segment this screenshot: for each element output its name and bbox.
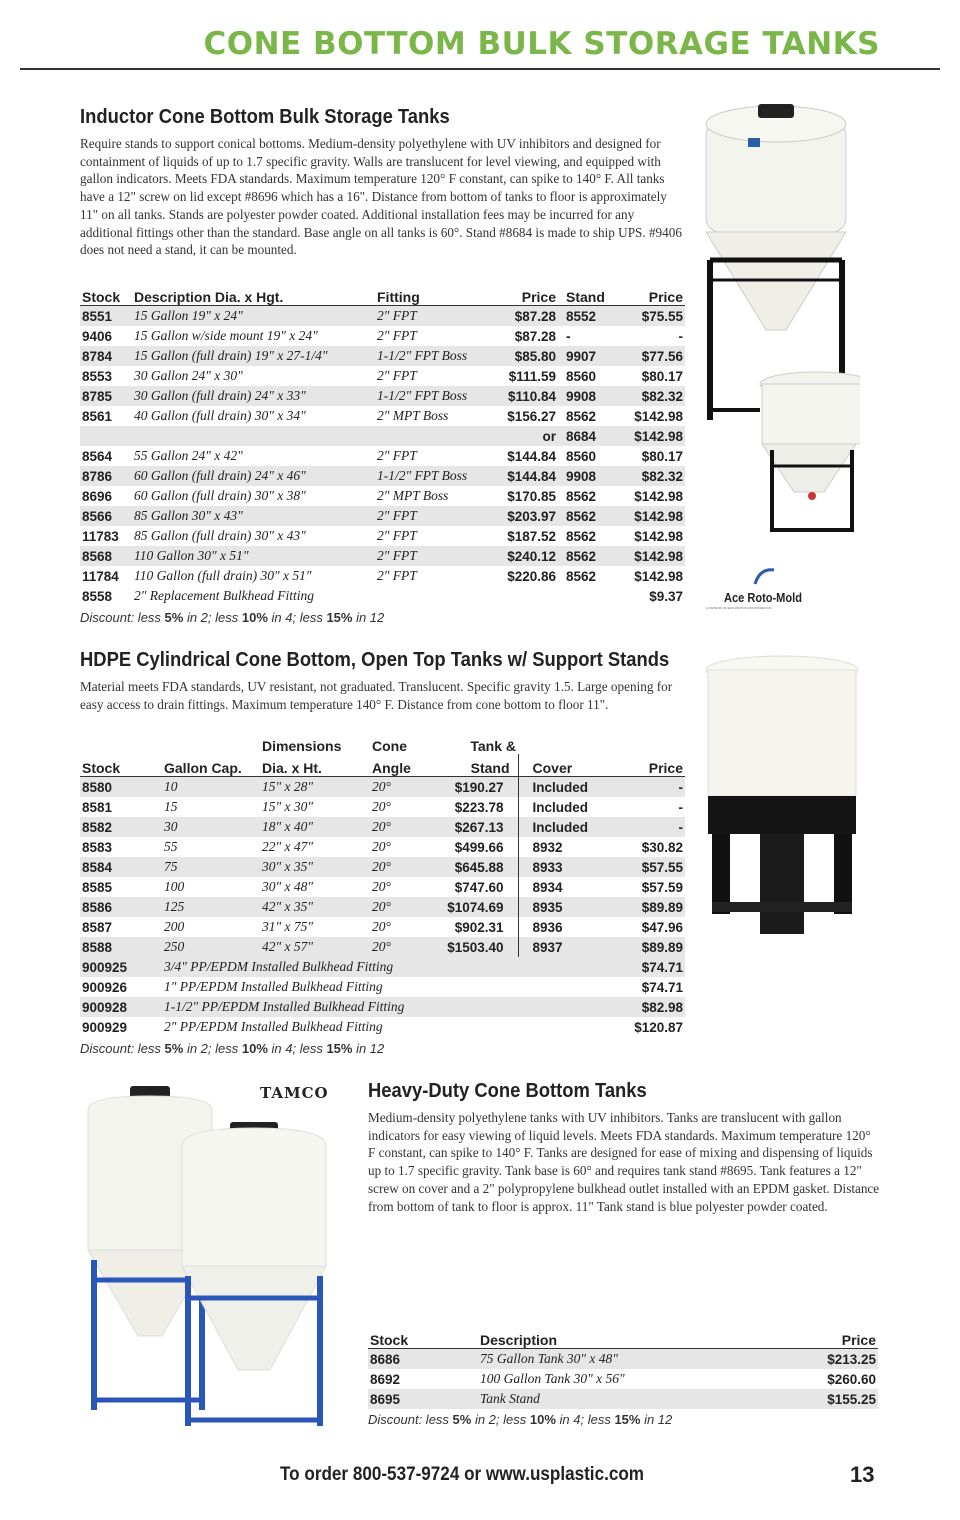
dimensions-cell: 42" x 35" — [260, 897, 370, 917]
col-header-description: Description — [478, 1326, 778, 1349]
col-header-description: Description Dia. x Hgt. — [132, 283, 375, 306]
col-header-stock: Stock — [368, 1326, 478, 1349]
col-header-fitting: Fitting — [375, 283, 488, 306]
cover-price-cell: - — [606, 817, 685, 837]
col-header-cover: Cover — [518, 754, 606, 777]
angle-cell: 20° — [370, 777, 440, 798]
tank-price-cell: $902.31 — [440, 917, 518, 937]
stand-cell: 8562 — [566, 488, 597, 504]
angle-cell: 20° — [370, 817, 440, 837]
table-row — [80, 406, 685, 426]
col-header-stand: Stand — [558, 283, 618, 306]
stock-cell: 8587 — [82, 919, 113, 935]
fitting-row — [80, 977, 685, 997]
stand-cell: 8562 — [558, 546, 618, 566]
cover-cell: Included — [518, 817, 606, 837]
description-cell: 15 Gallon 19" x 24" — [132, 306, 375, 327]
stand-price-cell: $80.17 — [641, 448, 683, 464]
description-cell: 100 Gallon Tank 30" x 56" — [480, 1371, 625, 1386]
col-header-gallon: Gallon Cap. — [162, 754, 260, 777]
section3-title: Heavy-Duty Cone Bottom Tanks — [368, 1080, 647, 1102]
price-cell: $156.27 — [507, 408, 556, 424]
price-cell: $120.87 — [634, 1019, 683, 1035]
stand-cell: 8562 — [558, 506, 618, 526]
col-header-stand-price: Price — [618, 283, 685, 306]
dimensions-cell: 22" x 47" — [262, 839, 314, 854]
stock-cell: 8784 — [80, 346, 132, 366]
description-cell: 15 Gallon w/side mount 19" x 24" — [134, 328, 318, 343]
col-header-stock: Stock — [80, 754, 162, 777]
angle-cell: 20° — [372, 839, 391, 854]
stock-cell — [80, 426, 132, 446]
fitting-cell: 2" FPT — [377, 368, 417, 383]
section2-title: HDPE Cylindrical Cone Bottom, Open Top Tanks w/ Support Stands — [80, 649, 670, 671]
gallon-cell: 30 — [162, 817, 260, 837]
stock-cell: 8696 — [82, 488, 113, 504]
stand-price-cell: $80.17 — [641, 368, 683, 384]
stand-cell: 8560 — [566, 448, 597, 464]
stock-cell: 8564 — [82, 448, 113, 464]
col-header-stock: Stock — [80, 283, 132, 306]
cover-cell: Included — [518, 777, 606, 798]
stand-price-cell: $142.98 — [634, 528, 683, 544]
tank-price-cell: $1503.40 — [440, 937, 518, 957]
fitting-cell: 2" FPT — [377, 528, 417, 543]
stand-cell: 9907 — [558, 346, 618, 366]
description-cell: 85 Gallon (full drain) 30" x 43" — [134, 528, 306, 543]
table-row — [80, 937, 685, 957]
inductor-tanks-table — [80, 283, 685, 606]
angle-cell: 20° — [370, 937, 440, 957]
fitting-cell: 2" MPT Boss — [377, 488, 449, 503]
cover-cell: Included — [532, 799, 589, 815]
description-cell: 15 Gallon (full drain) 19" x 27-1/4" — [132, 346, 375, 366]
stand-cell: 8562 — [566, 528, 597, 544]
dimensions-cell: 30" x 35" — [260, 857, 370, 877]
stock-cell: 900925 — [80, 957, 162, 977]
stand-price-cell: $142.98 — [634, 488, 683, 504]
ace-roto-mold-logo-subtext: A DIVISION OF ENV-PARTOS INDUSTRIES INC — [706, 606, 772, 610]
fitting-cell: 2" FPT — [375, 506, 488, 526]
stand-cell: 9908 — [558, 386, 618, 406]
stand-price-cell: $142.98 — [634, 408, 683, 424]
price-cell: $82.98 — [606, 997, 685, 1017]
table-row — [80, 346, 685, 366]
hdpe-tanks-table — [80, 738, 685, 1037]
stock-cell: 8586 — [80, 897, 162, 917]
section1-title: Inductor Cone Bottom Bulk Storage Tanks — [80, 106, 450, 128]
description-cell: 55 Gallon 24" x 42" — [134, 448, 243, 463]
stand-cell: - — [566, 328, 571, 344]
angle-cell: 20° — [370, 897, 440, 917]
col-header-dimensions: Dimensions — [262, 738, 342, 754]
cover-price-cell: $89.89 — [606, 937, 685, 957]
price-cell: $170.85 — [507, 488, 556, 504]
table-row — [80, 777, 685, 798]
inductor-tank-image — [700, 100, 860, 540]
angle-cell: 20° — [372, 799, 391, 814]
dimensions-cell: 15" x 30" — [262, 799, 314, 814]
description-cell: 30 Gallon 24" x 30" — [134, 368, 243, 383]
price-cell: $155.25 — [778, 1389, 878, 1409]
table-row — [80, 306, 685, 327]
fitting-row — [80, 586, 685, 606]
table-row — [80, 857, 685, 877]
col-header-dia-ht: Dia. x Ht. — [260, 754, 370, 777]
stand-price-cell: $142.98 — [618, 506, 685, 526]
gallon-cell: 10 — [162, 777, 260, 798]
price-cell: $85.80 — [488, 346, 558, 366]
price-cell: $220.86 — [507, 568, 556, 584]
table-row — [80, 446, 685, 466]
heavy-duty-tanks-table — [368, 1326, 878, 1409]
fitting-row — [80, 997, 685, 1017]
table-row — [80, 877, 685, 897]
section2-description: Material meets FDA standards, UV resistant, not graduated. Translucent. Specific gravity 1.5. Large opening for easy access to drain fittings. Maximum temperature 140° F. Distance from cone bottom to floor 11". — [80, 679, 673, 712]
angle-cell: 20° — [372, 879, 391, 894]
price-cell: $240.12 — [488, 546, 558, 566]
stock-cell: 9406 — [82, 328, 113, 344]
price-cell: $110.84 — [488, 386, 558, 406]
gallon-cell: 55 — [164, 839, 178, 854]
cover-cell: 8936 — [532, 919, 563, 935]
fitting-cell: 1-1/2" FPT Boss — [375, 386, 488, 406]
col-header-cone: Cone — [372, 738, 407, 754]
footer-order-info: To order 800-537-9724 or www.usplastic.com — [280, 1464, 644, 1485]
table-row — [80, 326, 685, 346]
stock-cell: 8692 — [370, 1371, 401, 1387]
fitting-cell: 2" FPT — [375, 306, 488, 327]
section1-description: Require stands to support conical bottoms. Medium-density polyethylene with UV inhibitors and designed for containment of liquids of up to 1.7 specific gravity. Walls are translucent for level viewing, and equipped with gallon indicators. Meets FDA standards. Maximum temperature 120° F constant, can spike to 140° F. All tanks have a 12" screw on lid except #8696 which has a 16". Distance from bottom of tanks to floor is approximately 11" on all tanks. Stands are polyester powder coated. Additional installation fees may be incurred for any additional fittings other than the standard. Base angle on all tanks is 60°. Stand #8684 is made to ship UPS. #9406 does not need a stand, it can be mounted. — [80, 136, 682, 258]
hdpe-cone-tank-image — [702, 652, 862, 942]
description-cell: 3/4" PP/EPDM Installed Bulkhead Fitting — [162, 957, 606, 977]
fitting-cell: 1-1/2" FPT Boss — [375, 466, 488, 486]
table-row — [80, 386, 685, 406]
col-header-price: Price — [488, 283, 558, 306]
dimensions-cell: 30" x 48" — [262, 879, 314, 894]
stand-price-cell: $142.98 — [634, 568, 683, 584]
stock-cell: 900929 — [82, 1019, 128, 1035]
col-header-price: Price — [778, 1326, 878, 1349]
description-cell: 1" PP/EPDM Installed Bulkhead Fitting — [164, 979, 383, 994]
price-cell: $213.25 — [778, 1349, 878, 1370]
price-cell: $74.71 — [606, 957, 685, 977]
gallon-cell: 75 — [162, 857, 260, 877]
stock-cell: 11783 — [82, 528, 119, 544]
stock-cell: 8584 — [80, 857, 162, 877]
table-row — [80, 506, 685, 526]
stock-cell: 8785 — [80, 386, 132, 406]
stock-cell: 11784 — [82, 568, 119, 584]
description-cell: 30 Gallon (full drain) 24" x 33" — [132, 386, 375, 406]
description-cell: 60 Gallon (full drain) 30" x 38" — [134, 488, 306, 503]
gallon-cell: 250 — [162, 937, 260, 957]
tank-price-cell: $190.27 — [440, 777, 518, 798]
tank-price-cell: $747.60 — [440, 877, 518, 897]
tank-price-cell: $223.78 — [440, 797, 518, 817]
table-row — [80, 566, 685, 586]
stock-cell: 8583 — [82, 839, 113, 855]
table-row — [368, 1369, 878, 1389]
stand-price-cell: $142.98 — [618, 546, 685, 566]
section2-discount: Discount: less 5% in 2; less 10% in 4; less 15% in 12 — [80, 1041, 385, 1056]
ace-roto-mold-logo-icon — [752, 566, 778, 588]
stand-cell: 8684 — [558, 426, 618, 446]
stock-cell: 8561 — [82, 408, 113, 424]
dimensions-cell: 18" x 40" — [260, 817, 370, 837]
stock-cell: 8588 — [80, 937, 162, 957]
col-header-price: Price — [606, 754, 685, 777]
gallon-cell: 125 — [162, 897, 260, 917]
col-header-tank: Tank & — [470, 738, 516, 754]
heavy-duty-cone-tanks-image — [84, 1080, 340, 1432]
stock-cell: 8551 — [80, 306, 132, 327]
stock-cell: 8581 — [82, 799, 113, 815]
stand-price-cell: $82.32 — [618, 466, 685, 486]
dimensions-cell: 31" x 75" — [262, 919, 314, 934]
fitting-cell: 2" MPT Boss — [377, 408, 449, 423]
angle-cell: 20° — [372, 919, 391, 934]
table-row — [80, 466, 685, 486]
col-header-stand: Stand — [440, 754, 518, 777]
stand-cell: 8562 — [566, 568, 597, 584]
gallon-cell: 15 — [164, 799, 178, 814]
description-cell: 2" Replacement Bulkhead Fitting — [134, 588, 314, 603]
section1-discount: Discount: less 5% in 2; less 10% in 4; less 15% in 12 — [80, 610, 385, 625]
section3-discount: Discount: less 5% in 2; less 10% in 4; less 15% in 12 — [368, 1412, 673, 1427]
cover-price-cell: - — [678, 799, 683, 815]
table-row — [80, 366, 685, 386]
tank-price-cell: $1074.69 — [440, 897, 518, 917]
fitting-cell: 1-1/2" FPT Boss — [375, 346, 488, 366]
fitting-cell: 2" FPT — [377, 568, 417, 583]
description-cell: 110 Gallon 30" x 51" — [132, 546, 375, 566]
stock-cell: 8786 — [80, 466, 132, 486]
ace-roto-mold-logo-text: Ace Roto-Mold — [724, 590, 802, 605]
stock-cell: 8553 — [82, 368, 113, 384]
stock-cell: 900928 — [80, 997, 162, 1017]
description-cell: 2" PP/EPDM Installed Bulkhead Fitting — [164, 1019, 383, 1034]
stand-price-cell: - — [678, 328, 683, 344]
stock-cell: 8695 — [368, 1389, 478, 1409]
table-row — [368, 1389, 878, 1409]
cover-cell: 8933 — [518, 857, 606, 877]
price-cell: $187.52 — [507, 528, 556, 544]
section3-description: Medium-density polyethylene tanks with UV inhibitors. Tanks are translucent with gallon indicators for easy viewing of liquid levels. Meets FDA standards. Maximum temperature 120° F constant, can spike to 140° F. Tanks are designed for ease of mixing and dispensing of liquids up to 1.7 specific gravity. Tank base is 60° and requires tank stand #8695. Tank features a 12" screw on cover and a 2" polypropylene bulkhead outlet installed with an EPDM gasket. Distance from bottom of tank to floor is approx. 11" Tank stand is blue polyester powder coated. — [368, 1110, 880, 1214]
tank-price-cell: $499.66 — [440, 837, 518, 857]
price-cell: $144.84 — [488, 466, 558, 486]
gallon-cell: 200 — [164, 919, 185, 934]
stand-price-cell: $77.56 — [618, 346, 685, 366]
fitting-cell: 2" FPT — [375, 546, 488, 566]
angle-cell: 20° — [370, 857, 440, 877]
description-cell: 85 Gallon 30" x 43" — [132, 506, 375, 526]
stand-cell: 9908 — [558, 466, 618, 486]
price-cell: $260.60 — [827, 1371, 876, 1387]
fitting-cell — [375, 426, 488, 446]
stand-price-cell: $142.98 — [618, 426, 685, 446]
price-cell: $111.59 — [508, 368, 556, 384]
cover-cell: 8937 — [518, 937, 606, 957]
description-cell: 110 Gallon (full drain) 30" x 51" — [134, 568, 312, 583]
tank-price-cell: $267.13 — [440, 817, 518, 837]
cover-price-cell: $47.96 — [641, 919, 683, 935]
stand-cell: 8560 — [566, 368, 597, 384]
fitting-cell: 2" FPT — [377, 448, 417, 463]
table-row — [80, 797, 685, 817]
description-cell: 40 Gallon (full drain) 30" x 34" — [134, 408, 306, 423]
dimensions-cell: 42" x 57" — [260, 937, 370, 957]
page-title: CONE BOTTOM BULK STORAGE TANKS — [203, 26, 880, 62]
description-cell: 60 Gallon (full drain) 24" x 46" — [132, 466, 375, 486]
price-cell: $203.97 — [488, 506, 558, 526]
table-row — [368, 1349, 878, 1370]
stock-cell: 900926 — [82, 979, 128, 995]
cover-price-cell: $57.59 — [641, 879, 683, 895]
stock-cell: 8686 — [368, 1349, 478, 1370]
title-divider — [20, 68, 940, 70]
cover-cell: 8932 — [532, 839, 563, 855]
cover-price-cell: $57.55 — [606, 857, 685, 877]
price-cell: $74.71 — [641, 979, 683, 995]
gallon-cell: 100 — [164, 879, 185, 894]
table-row — [80, 917, 685, 937]
table-row — [80, 486, 685, 506]
tank-price-cell: $645.88 — [440, 857, 518, 877]
table-row — [80, 817, 685, 837]
description-cell: 75 Gallon Tank 30" x 48" — [478, 1349, 778, 1370]
table-row — [80, 897, 685, 917]
price-cell: or — [488, 426, 558, 446]
stand-cell: 8552 — [558, 306, 618, 327]
table-row — [80, 546, 685, 566]
description-cell: Tank Stand — [478, 1389, 778, 1409]
price-cell: $9.37 — [649, 588, 683, 604]
cover-price-cell: - — [606, 777, 685, 798]
fitting-cell: 2" FPT — [377, 328, 417, 343]
price-cell: $87.28 — [488, 306, 558, 327]
col-header-angle: Angle — [370, 754, 440, 777]
price-cell: $144.84 — [507, 448, 556, 464]
table-row — [80, 526, 685, 546]
stock-cell: 8568 — [80, 546, 132, 566]
description-cell — [132, 426, 375, 446]
stock-cell: 8558 — [82, 588, 113, 604]
stock-cell: 8585 — [82, 879, 113, 895]
stand-price-cell: $75.55 — [618, 306, 685, 327]
fitting-row — [80, 957, 685, 977]
price-cell: $87.28 — [514, 328, 556, 344]
table-row — [80, 426, 685, 446]
cover-cell: 8935 — [518, 897, 606, 917]
stand-cell: 8562 — [566, 408, 597, 424]
stock-cell: 8580 — [80, 777, 162, 798]
description-cell: 1-1/2" PP/EPDM Installed Bulkhead Fitting — [162, 997, 606, 1017]
cover-price-cell: $89.89 — [606, 897, 685, 917]
tamco-brand-logo: TAMCO — [260, 1084, 329, 1102]
cover-cell: 8934 — [532, 879, 563, 895]
stand-price-cell: $82.32 — [618, 386, 685, 406]
dimensions-cell: 15" x 28" — [260, 777, 370, 798]
fitting-row — [80, 1017, 685, 1037]
page-number: 13 — [850, 1462, 875, 1487]
cover-price-cell: $30.82 — [641, 839, 683, 855]
stock-cell: 8566 — [80, 506, 132, 526]
table-row — [80, 837, 685, 857]
stock-cell: 8582 — [80, 817, 162, 837]
